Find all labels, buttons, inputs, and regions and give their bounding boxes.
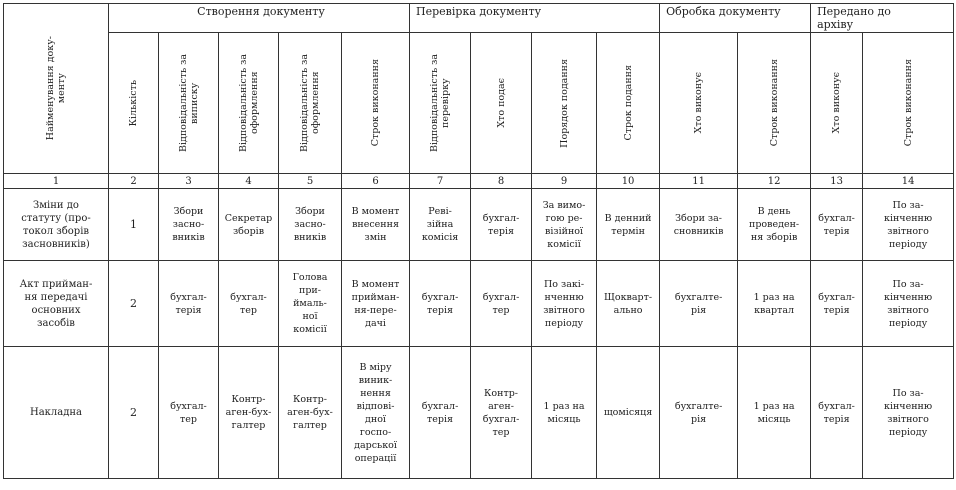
- column-number: 10: [597, 174, 660, 189]
- column-number: 14: [863, 174, 954, 189]
- document-table: [3, 3, 954, 479]
- row-count: 1: [109, 189, 159, 261]
- table-cell: Збори засно- вників: [159, 189, 219, 261]
- table-cell: Щокварт- ально: [597, 261, 660, 347]
- column-number: 2: [109, 174, 159, 189]
- table-cell: 1 раз на квартал: [738, 261, 811, 347]
- subheader-cell: Відповідальність за виписку: [159, 33, 219, 174]
- table-cell: По за- кінченню звітного періоду: [863, 347, 954, 479]
- table-cell: бухгал- терія: [811, 189, 863, 261]
- subheader-cell: Порядок подання: [532, 33, 597, 174]
- table-cell: Збори засно- вників: [279, 189, 342, 261]
- table-cell: В міру виник- нення відпові- дної госпо- дарської операції: [342, 347, 410, 479]
- row-name: Накладна: [4, 347, 109, 479]
- table-cell: бухгал- тер: [471, 261, 532, 347]
- column-number: 5: [279, 174, 342, 189]
- table-cell: бухгал- терія: [471, 189, 532, 261]
- subheader-cell: Відповідальність за перевірку: [410, 33, 471, 174]
- column-number: 4: [219, 174, 279, 189]
- column-number: 7: [410, 174, 471, 189]
- table-cell: бухгал- тер: [159, 347, 219, 479]
- table-cell: Збори за- сновників: [660, 189, 738, 261]
- column-number: 13: [811, 174, 863, 189]
- table-cell: В момент внесення змін: [342, 189, 410, 261]
- group-header-processing: Обробка документу: [660, 4, 811, 33]
- row-name: Акт прийман- ня передачі основних засобів: [4, 261, 109, 347]
- table-row: [4, 347, 954, 479]
- row-count: 2: [109, 261, 159, 347]
- table-cell: В момент прийман- ня-пере- дачі: [342, 261, 410, 347]
- column-number: 12: [738, 174, 811, 189]
- subheader-cell: Строк виконання: [863, 33, 954, 174]
- table-cell: По закі- нченню звітного періоду: [532, 261, 597, 347]
- group-header-check: Перевірка документу: [410, 4, 660, 33]
- table-cell: За вимо- гою ре- візійної комісії: [532, 189, 597, 261]
- table-cell: 1 раз на місяць: [532, 347, 597, 479]
- table-cell: В денний термін: [597, 189, 660, 261]
- subheader-cell: Строк виконання: [342, 33, 410, 174]
- table-cell: По за- кінченню звітного періоду: [863, 189, 954, 261]
- table-cell: бухгал- тер: [219, 261, 279, 347]
- table-cell: бухгал- терія: [811, 347, 863, 479]
- table-cell: Секретар зборів: [219, 189, 279, 261]
- subheader-cell: Відповідальність за оформлення: [279, 33, 342, 174]
- table-cell: По за- кінченню звітного періоду: [863, 261, 954, 347]
- table-cell: Голова при- ймаль- ної комісії: [279, 261, 342, 347]
- group-header-archive: Передано до архіву: [811, 4, 954, 33]
- row-name: Зміни до статуту (про- токол зборів засновників): [4, 189, 109, 261]
- subheader-cell: Хто виконує: [660, 33, 738, 174]
- subheader-cell: Відповідальність за оформлення: [219, 33, 279, 174]
- subheader-cell: Хто виконує: [811, 33, 863, 174]
- column-number: 6: [342, 174, 410, 189]
- table-cell: бухгал- терія: [410, 347, 471, 479]
- table-cell: бухгал- терія: [159, 261, 219, 347]
- table-row: [4, 261, 954, 347]
- subheader-cell: Строк подання: [597, 33, 660, 174]
- table-cell: Контр- аген-бух- галтер: [279, 347, 342, 479]
- table-cell: В день проведен- ня зборів: [738, 189, 811, 261]
- column-number: 11: [660, 174, 738, 189]
- table-cell: бухгалте- рія: [660, 261, 738, 347]
- table-row: [4, 189, 954, 261]
- table-cell: бухгал- терія: [811, 261, 863, 347]
- subheader-cell: Хто подає: [471, 33, 532, 174]
- group-header-creation: Створення документу: [109, 4, 410, 33]
- column-number: 1: [4, 174, 109, 189]
- column-number: 9: [532, 174, 597, 189]
- table-cell: Контр- аген- бухгал- тер: [471, 347, 532, 479]
- table-cell: бухгал- терія: [410, 261, 471, 347]
- column-number: 3: [159, 174, 219, 189]
- column-numbers-row: [4, 174, 954, 189]
- table-cell: щомісяця: [597, 347, 660, 479]
- subheader-cell: Строк виконання: [738, 33, 811, 174]
- row-count: 2: [109, 347, 159, 479]
- table-cell: Реві- зійна комісія: [410, 189, 471, 261]
- table-cell: 1 раз на місяць: [738, 347, 811, 479]
- column-number: 8: [471, 174, 532, 189]
- subheader-cell: Кількість: [109, 33, 159, 174]
- table-cell: бухгалте- рія: [660, 347, 738, 479]
- table-cell: Контр- аген-бух- галтер: [219, 347, 279, 479]
- name-column-header: Найменування доку- менту: [4, 4, 109, 174]
